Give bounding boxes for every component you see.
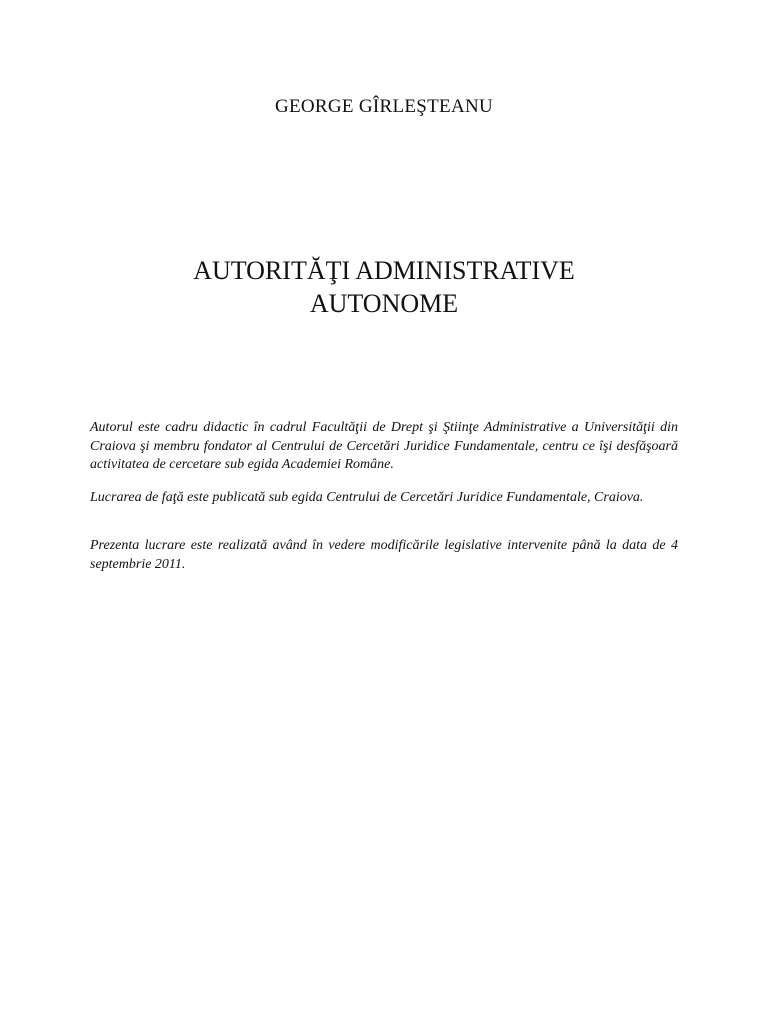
author-notes: [90, 419, 678, 574]
author-name: GEORGE GÎRLEŞTEANU: [274, 96, 494, 117]
note-author-affiliation: Autorul este cadru didactic în cadrul Facultăţii de Drept şi Ştiinţe Administrative a Universităţii din Craiova şi membru fondator al Centrului de Cercetări Juridice Fundamentale, centru ce îşi desfăşoară activitatea de cercetare sub egida Academiei Române.: [90, 420, 678, 472]
title-line-1: AUTORITĂŢI ADMINISTRATIVE: [193, 256, 575, 285]
note-legislation-date: Prezenta lucrare este realizată având în vedere modificările legislative intervenite până la data de 4 septembrie 2011.: [90, 538, 678, 572]
note-publication: Lucrarea de faţă este publicată sub egida Centrului de Cercetări Juridice Fundamentale, Craiova.: [90, 489, 644, 505]
title-line-2: AUTONOME: [309, 289, 459, 318]
document-title: [0, 254, 768, 320]
